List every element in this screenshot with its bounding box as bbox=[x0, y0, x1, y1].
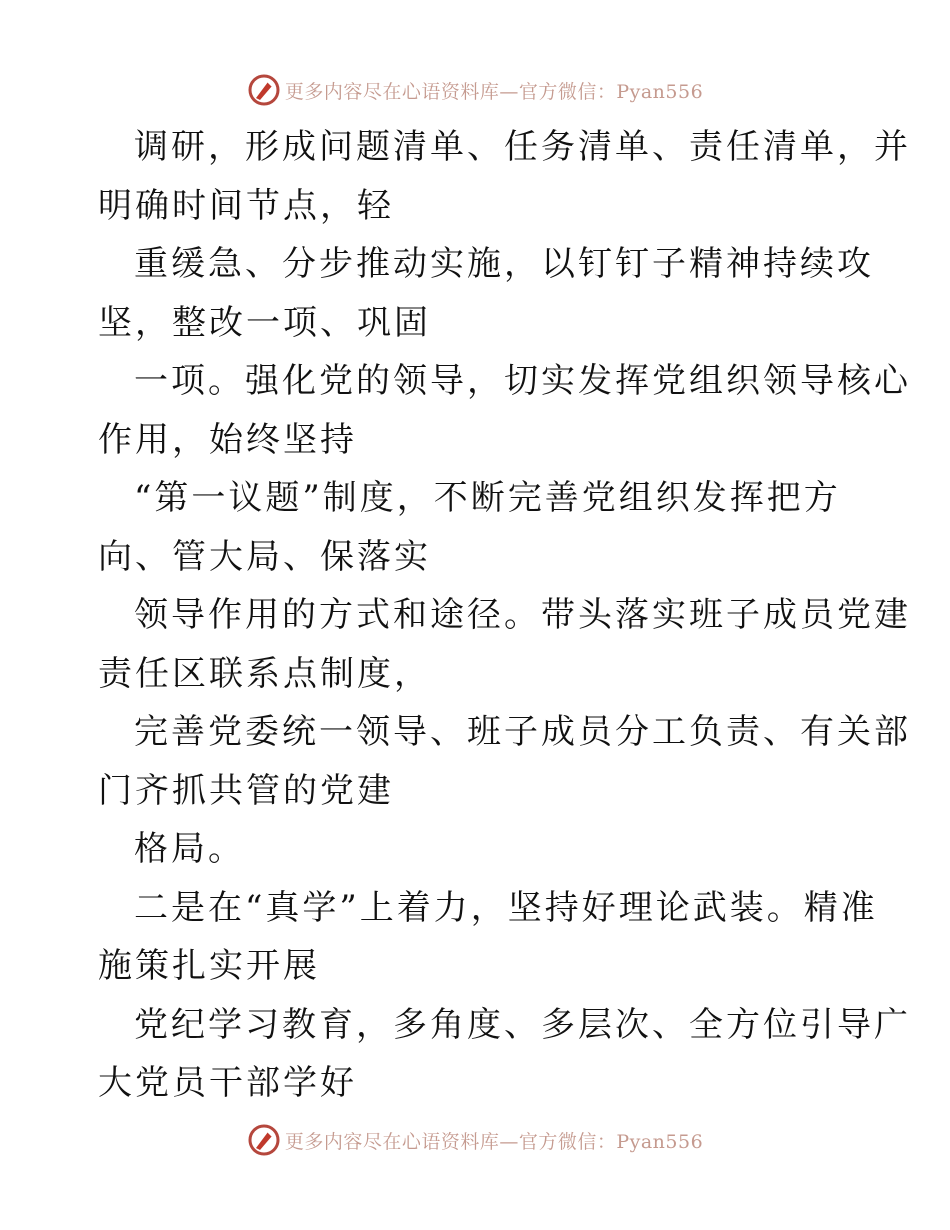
text-line: 施策扎实开展 bbox=[98, 946, 320, 986]
text-line: 责任区联系点制度， bbox=[98, 653, 431, 694]
pen-nib-logo-icon bbox=[247, 73, 281, 107]
text-line: 重缓急、分步推动实施，以钉钉子精神持续攻 bbox=[134, 244, 874, 284]
text-line: 调研，形成问题清单、任务清单、责任清单，并 bbox=[134, 127, 911, 167]
text-line: 格局。 bbox=[134, 829, 245, 869]
text-line: 二是在“真学”上着力，坚持好理论武装。精准 bbox=[134, 887, 878, 928]
text-line: 作用，始终坚持 bbox=[98, 419, 357, 460]
pen-nib-logo-icon bbox=[247, 1123, 281, 1157]
text-line: 一项。强化党的领导，切实发挥党组织领导核心 bbox=[134, 361, 911, 401]
watermark-text: 更多内容尽在心语资料库—官方微信：Pyan556 bbox=[284, 1130, 704, 1153]
text-line: 明确时间节点，轻 bbox=[98, 185, 394, 226]
watermark-text: 更多内容尽在心语资料库—官方微信：Pyan556 bbox=[284, 80, 704, 103]
text-line: 门齐抓共管的党建 bbox=[98, 770, 394, 811]
text-line: 党纪学习教育，多角度、多层次、全方位引导广 bbox=[134, 1004, 911, 1045]
footer-watermark bbox=[0, 1120, 950, 1160]
text-line: 领导作用的方式和途径。带头落实班子成员党建 bbox=[134, 595, 911, 635]
text-line: 向、管大局、保落实 bbox=[98, 536, 431, 577]
header-watermark bbox=[0, 70, 950, 110]
text-line: 坚，整改一项、巩固 bbox=[98, 302, 431, 343]
text-line: “第一议题”制度，不断完善党组织发挥把方 bbox=[134, 478, 841, 518]
document-body bbox=[98, 118, 911, 1113]
text-line: 完善党委统一领导、班子成员分工负责、有关部 bbox=[134, 712, 911, 752]
text-line: 大党员干部学好 bbox=[98, 1063, 357, 1103]
